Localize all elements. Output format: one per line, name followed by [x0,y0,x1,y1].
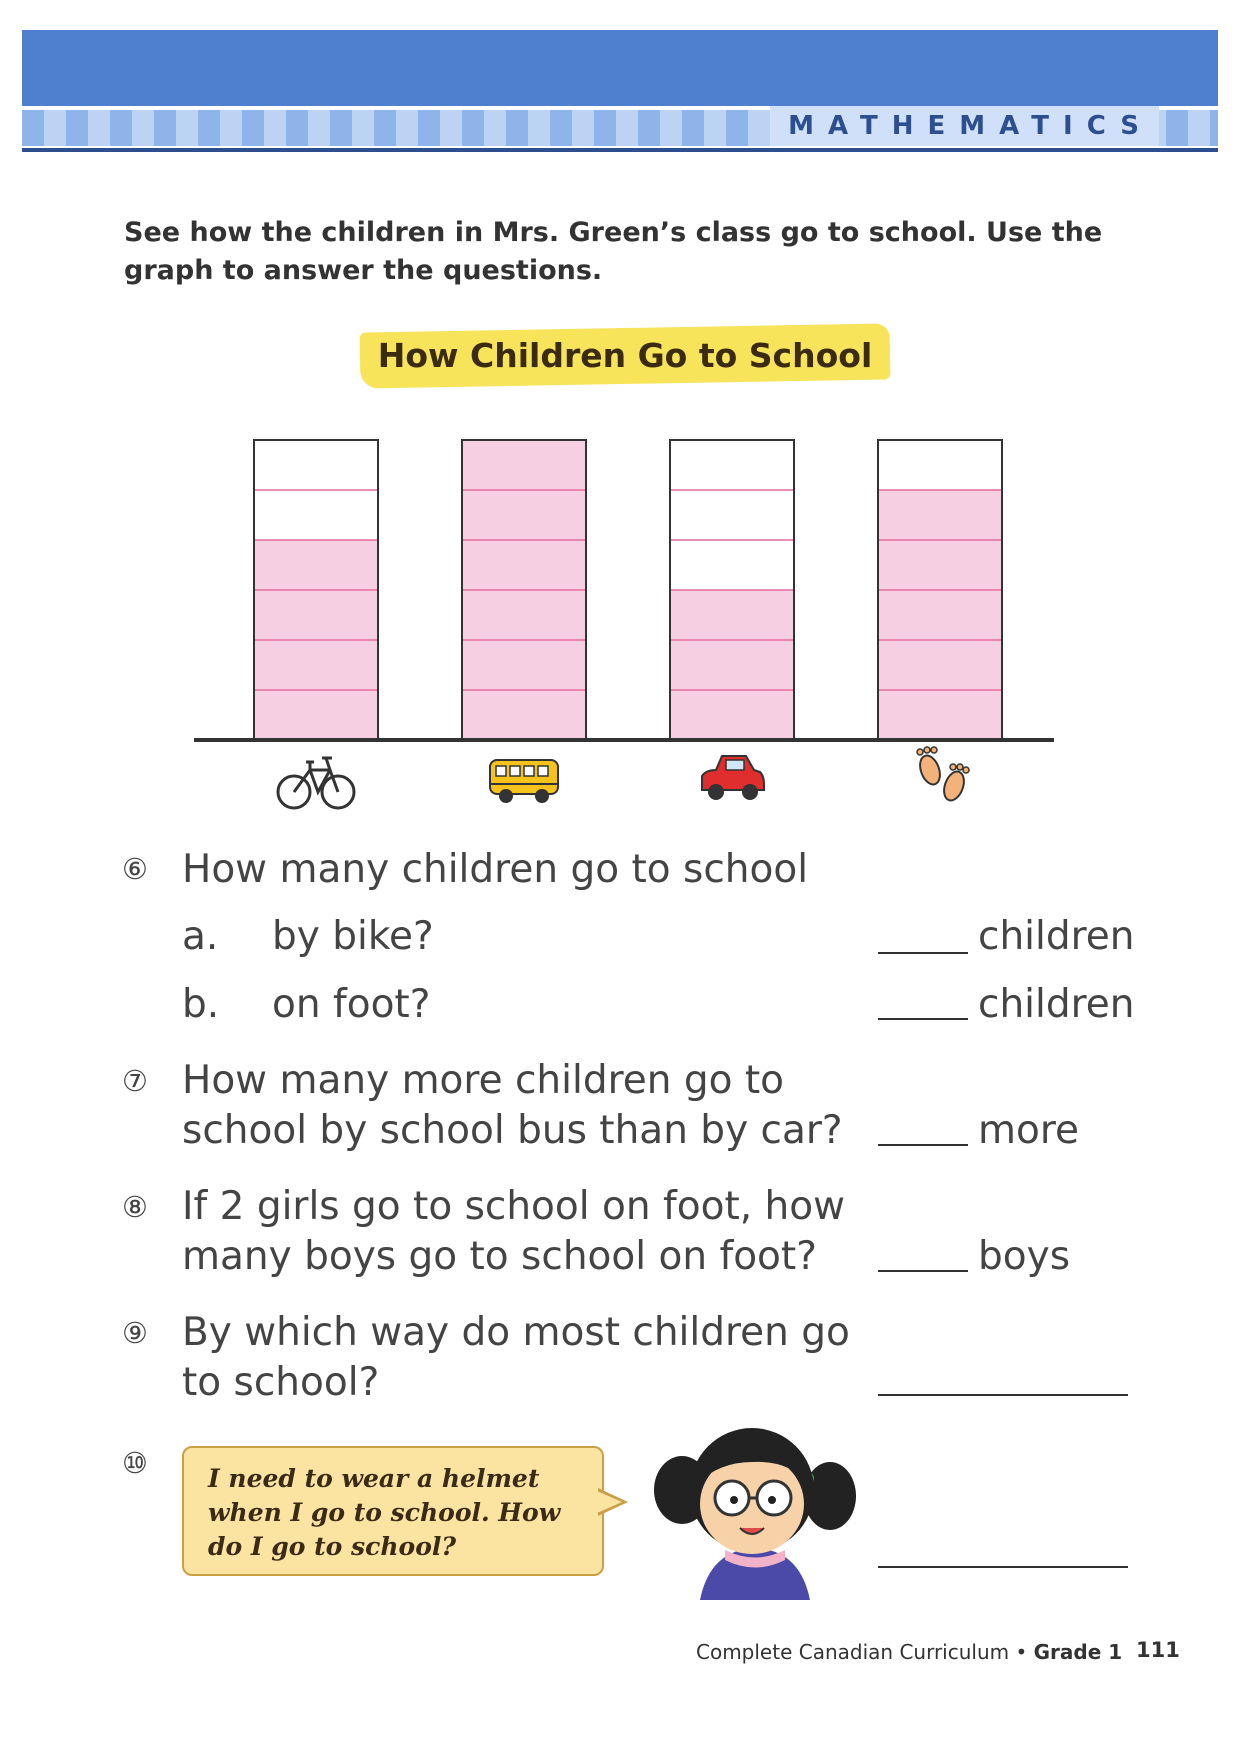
answer-7-line[interactable] [878,1144,968,1146]
question-9-line1: By which way do most children go [182,1310,850,1355]
car-icon [702,756,764,800]
footprints-icon [916,747,969,803]
header-band [22,30,1218,106]
question-6-number: ⑥ [122,852,148,886]
question-6-text: How many children go to school [182,847,809,892]
question-9-line2: to school? [182,1360,380,1405]
chart-title: How Children Go to School [377,336,873,375]
answer-6b-line[interactable] [878,1018,968,1020]
speech-bubble-text: I need to wear a helmet when I go to school. How do I go to school? [208,1464,561,1561]
bar-bike [254,440,378,740]
question-8-line1: If 2 girls go to school on foot, how [182,1184,845,1229]
footer-book-title: Complete Canadian Curriculum • Grade 1 [696,1640,1123,1664]
bar-on-foot [878,440,1002,740]
question-6a-text: by bike? [272,914,434,959]
bicycle-icon [278,758,354,808]
answer-8-line[interactable] [878,1270,968,1272]
girl-illustration [640,1400,870,1600]
question-6b-letter: b. [182,982,220,1027]
question-6b-text: on foot? [272,982,431,1027]
question-7-line1: How many more children go to [182,1058,785,1103]
instructions: See how the children in Mrs. Green’s class go to school. Use the graph to answer the questions. [124,217,1103,286]
question-8-number: ⑧ [122,1190,148,1224]
question-10-number: ⑩ [122,1446,148,1480]
answer-6a-line[interactable] [878,952,968,954]
school-bus-icon [490,760,558,803]
question-6a-letter: a. [182,914,219,959]
page-number: 111 [1136,1638,1180,1662]
answer-7-unit: more [978,1108,1080,1153]
answer-8-unit: boys [978,1234,1071,1279]
bar-chart [190,400,1070,820]
answer-10-line[interactable] [878,1566,1128,1568]
bar-car [670,440,794,740]
question-7-number: ⑦ [122,1064,148,1098]
header-rule [22,148,1218,152]
question-7-line2: school by school bus than by car? [182,1108,843,1153]
question-8-line2: many boys go to school on foot? [182,1234,817,1279]
question-9-number: ⑨ [122,1316,148,1350]
answer-6a-unit: children [978,914,1135,959]
answer-6b-unit: children [978,982,1135,1027]
answer-9-line[interactable] [878,1394,1128,1396]
bar-school-bus [462,440,586,740]
subject-title: MATHEMATICS [770,106,1159,146]
